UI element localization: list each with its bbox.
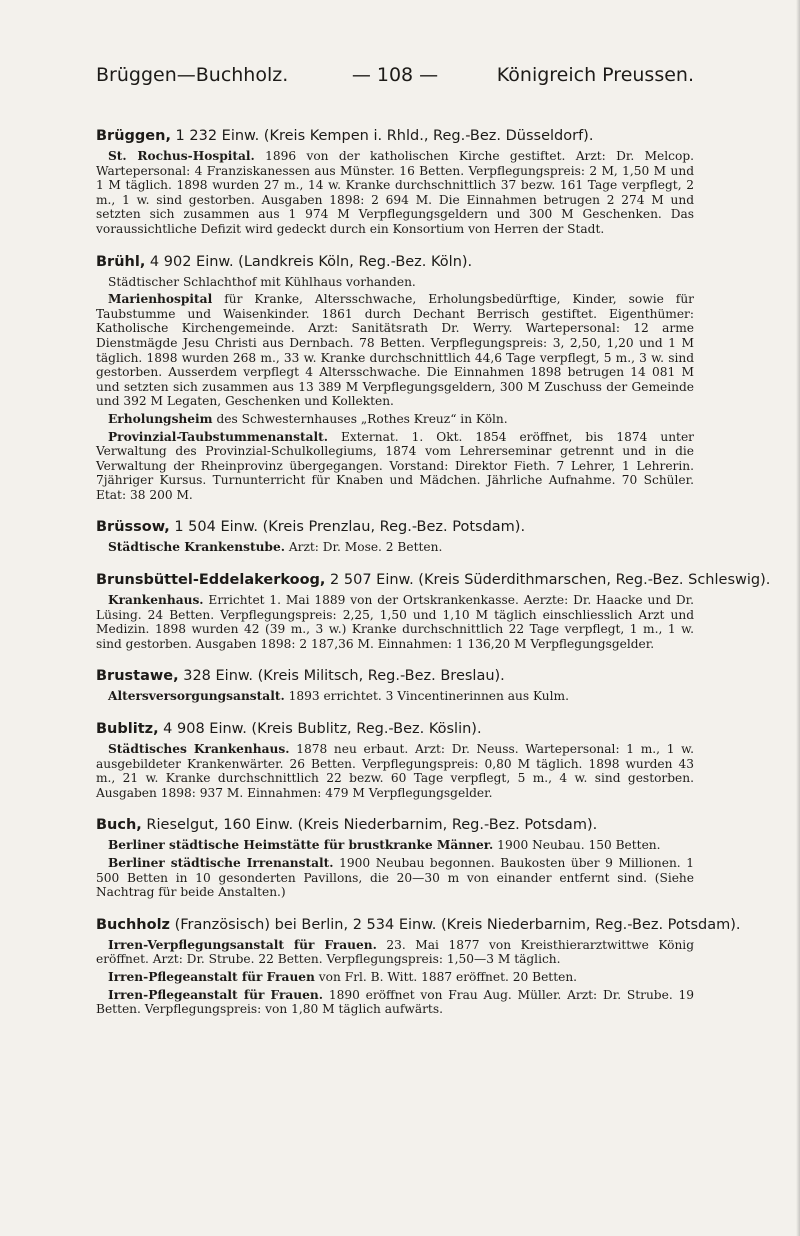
place-details: 328 Einw. (Kreis Militsch, Reg.-Bez. Breslau). [178, 668, 505, 685]
institution-paragraph [96, 149, 694, 237]
place-name: Bublitz, [96, 721, 159, 738]
institution-name: Marienhospital [108, 292, 213, 307]
directory-entry [96, 572, 771, 651]
place-name: Brustawe, [96, 668, 179, 685]
institution-text: 1890 eröffnet von Frau Aug. Müller. Arzt: Dr. Strube. 19 Betten. Verpflegungspreis: von 1,80 M täglich aufwärts. [96, 987, 694, 1017]
directory-entries [96, 128, 771, 1034]
directory-entry [96, 128, 694, 237]
institution-paragraph [96, 430, 694, 503]
institution-name: Städtische Krankenstube. [108, 540, 285, 555]
institution-paragraph [96, 292, 694, 409]
entry-heading [96, 128, 694, 145]
institution-text: 1896 von der katholischen Kirche gestiftet. Arzt: Dr. Melcop. Wartepersonal: 4 Franziskanessen aus Münster. 16 Betten. Verpflegungspreis: 2 M, 1,50 M und 1 M täglich. 1898 wurden 27 m., 14 w. Kranke durchschnittlich 37 bezw. 161 Tage verpflegt, 2 m., 1 w. sind gestorben. Ausgaben 1898: 2 694 M. Die Einnahmen betrugen 2 274 M und setzten sich zusammen aus 1 974 M Verpflegungsgeldern und 300 M Geschenken. Das voraussichtliche Defizit wird gedeckt durch ein Konsortium von Herren der Stadt. [96, 149, 695, 236]
institution-name: Provinzial-Taubstummenanstalt. [108, 429, 328, 444]
institution-paragraph [96, 988, 694, 1017]
institution-text: von Frl. B. Witt. 1887 eröffnet. 20 Betten. [314, 969, 578, 984]
institution-text: Arzt: Dr. Mose. 2 Betten. [284, 540, 443, 555]
institution-paragraph [96, 275, 694, 290]
directory-entry [96, 817, 694, 899]
place-name: Brüssow, [96, 519, 170, 536]
institution-text: 1893 errichtet. 3 Vincentinerinnen aus Kulm. [284, 689, 569, 704]
institution-name: Irren-Pflegeanstalt für Frauen. [108, 987, 324, 1002]
entry-heading [96, 668, 694, 685]
entry-heading [96, 721, 694, 738]
institution-text: 23. Mai 1877 von Kreisthierarztwittwe König eröffnet. Arzt: Dr. Strube. 22 Betten. Verpflegungspreis: 1,50—3 M täglich. [96, 937, 694, 967]
directory-entry [96, 668, 694, 704]
institution-text: 1878 neu erbaut. Arzt: Dr. Neuss. Wartepersonal: 1 m., 1 w. ausgebildeter Krankenwärter. 26 Betten. Verpflegungspreis: 0,80 M täglich. 1898 wurden 43 m., 21 w. Kranke durchschnittlich 22 bezw. 60 Tage verpflegt, 5 m., 4 w. sind gestorben. Ausgaben 1898: 937 M. Einnahmen: 479 M Verpflegungsgelder. [96, 742, 695, 800]
entry-heading [96, 519, 694, 536]
institution-name: St. Rochus-Hospital. [108, 149, 255, 163]
institution-paragraph [96, 742, 694, 800]
institution-text: des Schwesternhauses „Rothes Kreuz“ in Köln. [212, 411, 508, 426]
institution-text: Städtischer Schlachthof mit Kühlhaus vorhanden. [108, 274, 416, 289]
institution-text: Externat. 1. Okt. 1854 eröffnet, bis 1874 unter Verwaltung des Provinzial-Schulkollegiums, 1874 vom Lehrerseminar getrennt und in die Verwaltung der Rheinprovinz übergegangen. Vorstand: Direktor Fieth. 7 Lehrer, 1 Lehrerin. 7jähriger Kursus. Turnunterricht für Knaben und Mädchen. Jährliche Aufnahme. 70 Schüler. Etat: 38 200 M. [96, 429, 694, 502]
institution-paragraph [96, 689, 694, 704]
institution-name: Altersversorgungsanstalt. [108, 689, 285, 704]
institution-paragraph [96, 838, 694, 853]
place-name: Buchholz [96, 916, 170, 933]
institution-paragraph [96, 970, 694, 985]
place-name: Brühl, [96, 253, 146, 270]
institution-paragraph [96, 938, 694, 967]
entry-heading [96, 817, 694, 834]
running-head-left: Brüggen—Buchholz. [96, 64, 289, 86]
directory-entry [96, 721, 694, 800]
institution-name: Irren-Verpflegungsanstalt für Frauen. [108, 937, 377, 952]
place-details: (Französisch) bei Berlin, 2 534 Einw. (Kreis Niederbarnim, Reg.-Bez. Potsdam). [170, 916, 741, 933]
institution-paragraph [96, 540, 694, 555]
place-name: Brunsbüttel-Eddelakerkoog, [96, 572, 326, 589]
institution-paragraph [96, 412, 694, 427]
running-head-right: Königreich Preussen. [496, 64, 694, 86]
institution-name: Erholungsheim [108, 411, 213, 426]
institution-paragraph [96, 856, 694, 900]
institution-name: Krankenhaus. [108, 593, 204, 608]
place-name: Buch, [96, 817, 142, 834]
entry-heading [96, 254, 694, 271]
institution-text: für Kranke, Altersschwache, Erholungsbedürftige, Kinder, sowie für Taubstumme und Waisenkinder. 1861 durch Dechant Berrisch gestiftet. Eigenthümer: Katholische Kirchengemeinde. Arzt: Sanitätsrath Dr. Werry. Wartepersonal: 12 arme Dienstmägde Jesu Christi aus Dernbach. 78 Betten. Verpflegungspreis: 3, 2,50, 1,20 und 1 M täglich. 1898 wurden 268 m., 33 w. Kranke durchschnittlich 44,6 Tage verpflegt, 5 m., 3 w. sind gestorben. Ausserdem verpflegt 4 Altersschwache. Die Einnahmen 1898 betrugen 14 081 M und setzten sich zusammen aus 13 389 M Verpflegungsgeldern, 300 M Zuschuss der Gemeinde und 392 M Legaten, Geschenken und Kollekten. [96, 292, 694, 409]
institution-text: 1900 Neubau begonnen. Baukosten über 9 Millionen. 1 500 Betten in 10 gesonderten Pavillons, die 20—30 m von einander entfernt sind. (Siehe Nachtrag für beide Anstalten.) [96, 856, 694, 900]
place-details: 4 902 Einw. (Landkreis Köln, Reg.-Bez. Köln). [145, 253, 473, 270]
place-details: 4 908 Einw. (Kreis Bublitz, Reg.-Bez. Köslin). [158, 721, 482, 738]
institution-name: Berliner städtische Irrenanstalt. [108, 856, 334, 870]
institution-paragraph [96, 593, 694, 651]
page-number: — 108 — [351, 64, 439, 86]
entry-heading [96, 572, 771, 589]
place-details: 1 504 Einw. (Kreis Prenzlau, Reg.-Bez. Potsdam). [169, 519, 526, 536]
place-name: Brüggen, [96, 128, 171, 144]
institution-name: Berliner städtische Heimstätte für brustkranke Männer. [108, 838, 494, 853]
page-edge-shadow [796, 0, 800, 1236]
running-head [96, 64, 694, 90]
directory-entry [96, 519, 694, 555]
entry-heading [96, 916, 741, 934]
place-details: 1 232 Einw. (Kreis Kempen i. Rhld., Reg.-Bez. Düsseldorf). [170, 128, 594, 144]
place-details: Rieselgut, 160 Einw. (Kreis Niederbarnim, Reg.-Bez. Potsdam). [141, 817, 598, 834]
institution-text: 1900 Neubau. 150 Betten. [493, 838, 661, 853]
place-details: 2 507 Einw. (Kreis Süderdithmarschen, Reg.-Bez. Schleswig). [325, 572, 771, 589]
directory-entry [96, 916, 741, 1017]
institution-text: Errichtet 1. Mai 1889 von der Ortskrankenkasse. Aerzte: Dr. Haacke und Dr. Lüsing. 24 Betten. Verpflegungspreis: 2,25, 1,50 und 1,10 M täglich einschliesslich Arzt und Medizin. 1898 wurden 42 (39 m., 3 w.) Kranke durchschnittlich 22 Tage verpflegt, 1 m., 1 w. sind gestorben. Ausgaben 1898: 2 187,36 M. Einnahmen: 1 136,20 M Verpflegungsgelder. [96, 593, 694, 651]
directory-entry [96, 254, 694, 503]
institution-name: Städtisches Krankenhaus. [108, 742, 290, 757]
institution-name: Irren-Pflegeanstalt für Frauen [108, 969, 315, 984]
